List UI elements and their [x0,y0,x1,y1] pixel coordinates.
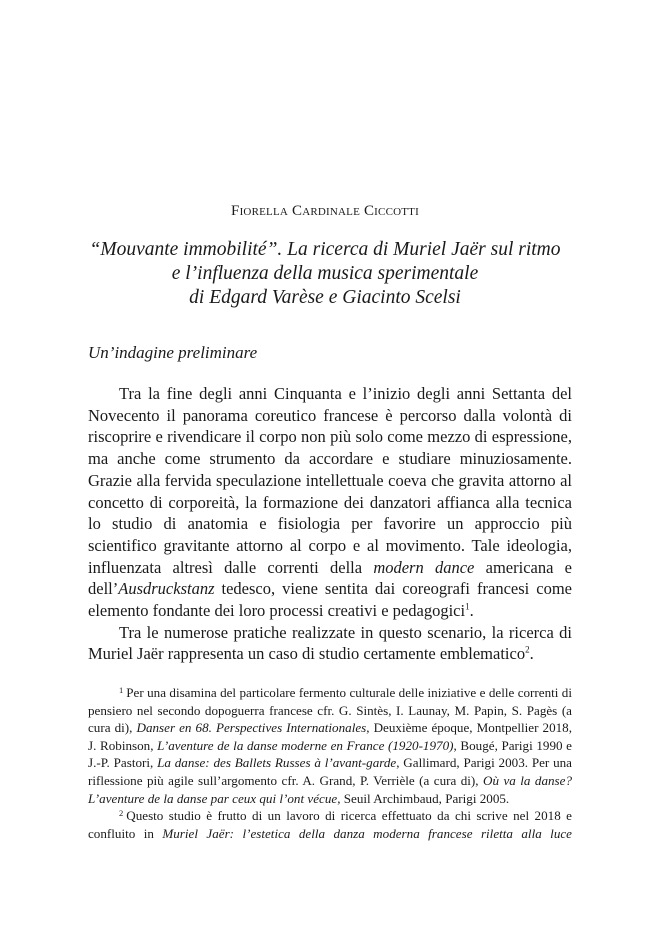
author-last-name: Ciccotti [363,203,419,219]
title-line: di Edgard Varèse e Giacinto Scelsi [189,287,461,308]
footnote: $^1$ Per una disamina del particolare fermento culturale delle iniziative e delle correnti di pensiero nel secondo dopoguerra francese cfr. G. Sintès, I. Launay, M. Papin, S. Pagès (a cura di), Danser en 68. Perspectives Internationales, Deuxième époque, Montpellier 2018, J. Robinson, L’aventure de la danse moderne en France (1920-1970), Bougé, Parigi 1990 e J.-P. Pastori, La danse: des Ballets Russes à l’avant-garde, Gallimard, Parigi 2003. Per una riflessione più agile sull’argomento cfr. A. Grand, P. Verrièle (a cura di), Où va la danse? L’aventure de la danse par ceux qui l’ont vécue, Seuil Archimbaud, Parigi 2005. [88,685,572,806]
body-text [88,383,572,665]
author-middle-name: Cardinale [291,203,361,219]
footnote-number: 1 [119,685,124,695]
section-heading: Un’indagine preliminare [88,343,258,362]
footnote-ref[interactable]: 2 [525,644,530,655]
author-name [0,203,650,220]
paragraph: Tra la fine degli anni Cinquanta e l’inizio degli anni Settanta del Novecento il panorama coreutico francese è percorso dalla volontà di riscoprire e rivendicare il corpo non più solo come mezzo di espressione, ma anche come strumento da accordare e studiare minuziosamente. Grazie alla fervida speculazione intellettuale coeva che gravita attorno al concetto di corporeità, la formazione dei danzatori affianca alla tecnica lo studio di anatomia e fisiologia per favorire un approccio più scientifico gravitante attorno al corpo e al movimento. Tale ideologia, influenzata altresì dalle correnti della modern dance americana e dell’Ausdruckstanz tedesco, viene sentita dai coreografi francesi come elemento fondante dei loro processi creativi e pedagogici$^1$. [88,384,572,621]
author-first-name: Fiorella [231,203,289,219]
article-title [70,238,580,310]
footnotes [88,684,572,842]
paragraph: Tra le numerose pratiche realizzate in questo scenario, la ricerca di Muriel Jaër rappresenta un caso di studio certamente emblematico$^2$. [88,622,572,664]
footnote: $^2$ Questo studio è frutto di un lavoro di ricerca effettuato da chi scrive nel 2018 e confluito in Muriel Jaër: l’estetica della danza moderna francese riletta alla luce [88,808,572,841]
title-line: “Mouvante immobilité”. La ricerca di Muriel Jaër sul ritmo [89,239,561,260]
footnote-ref[interactable]: 1 [465,601,470,612]
footnote-number: 2 [119,808,124,819]
title-line: e l’influenza della musica sperimentale [171,263,479,284]
